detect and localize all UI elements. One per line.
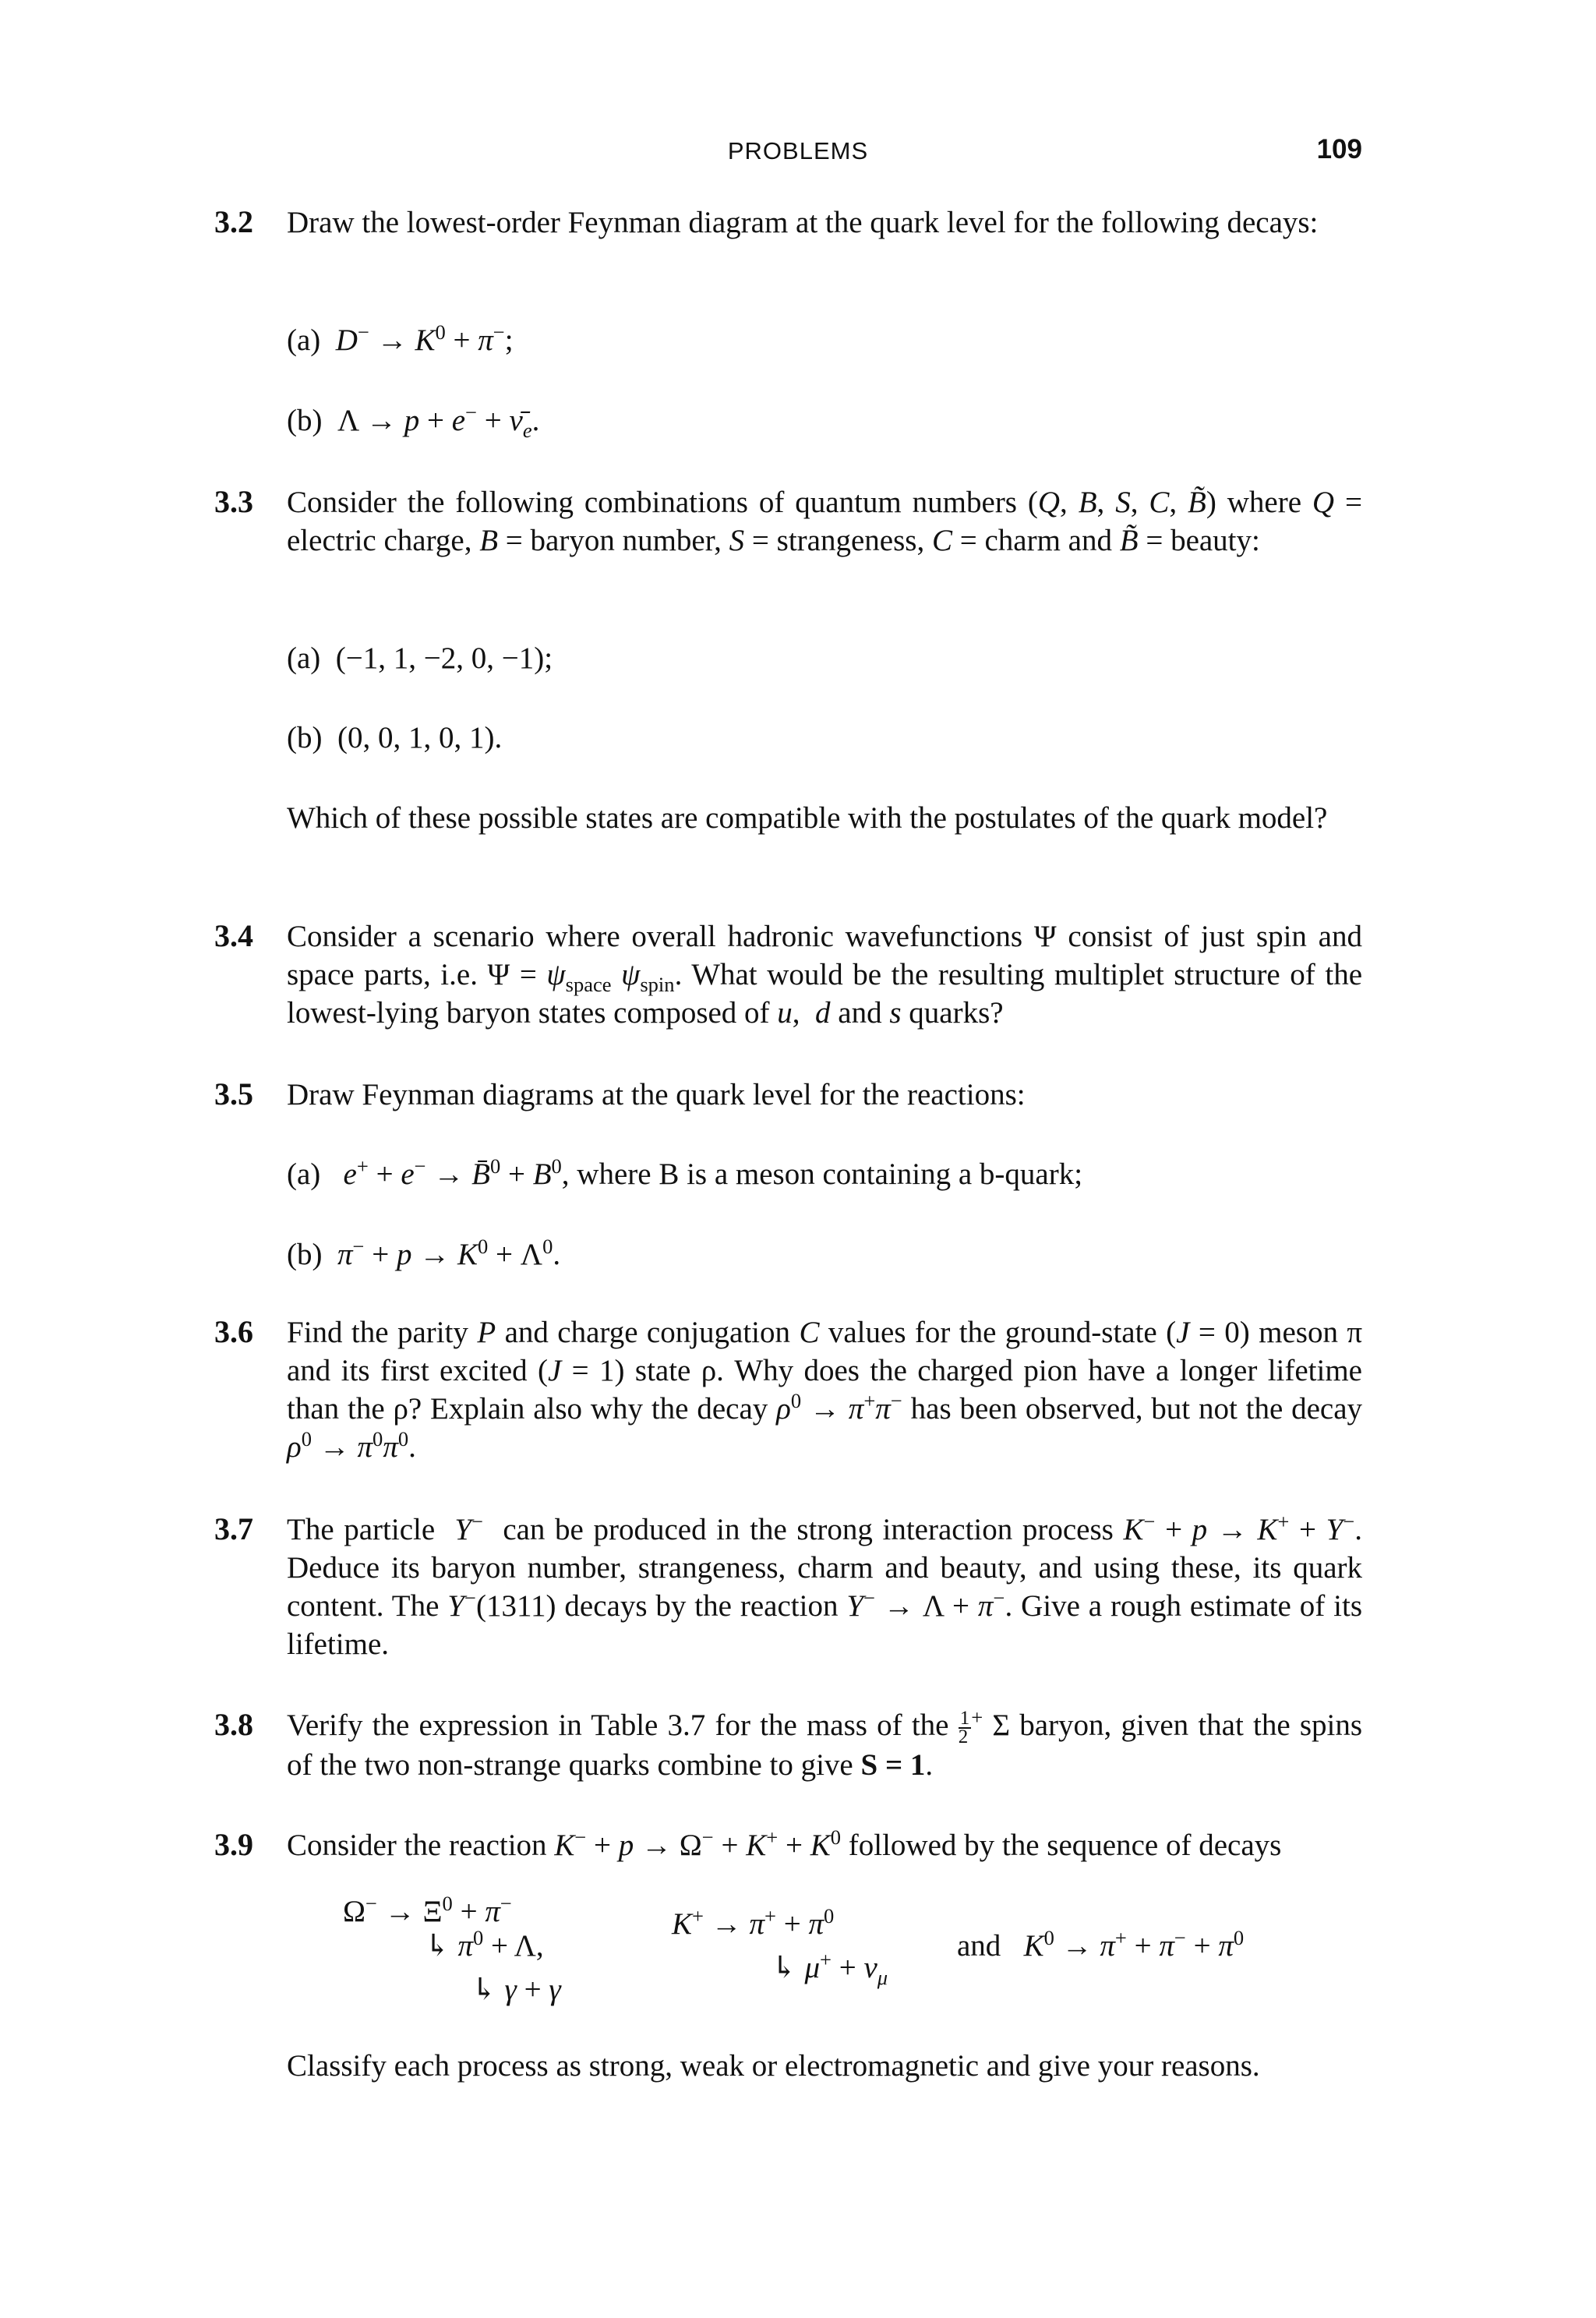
- problem-3-5-text: Draw Feynman diagrams at the quark level for the reactions:: [287, 1078, 1026, 1111]
- part-label: (a): [287, 641, 321, 675]
- problem-number-3-7: 3.7: [214, 1511, 253, 1546]
- problem-3-7-text: The particle Y− can be produced in the strong interaction process K− + p → K+ + Y−. Deduce its baryon number, strangeness, charm and beauty, and using these, its quark content. The Y−(1311) decays by the reaction Y− → Λ + π−. Give a rough estimate of its lifetime.: [287, 1510, 1363, 1661]
- quantum-numbers-b: (0, 0, 1, 0, 1).: [337, 721, 503, 754]
- problem-3-3-part-a: [287, 639, 553, 677]
- problem-3-2-part-b: (b) $\Lambda \to p + e^- + \nū_e$.: [287, 401, 540, 442]
- problem-number-3-8: 3.8: [214, 1707, 253, 1742]
- spin-total: S = 1: [860, 1748, 926, 1783]
- problem-number-3-2: 3.2: [214, 204, 253, 239]
- problem-3-3-text: Consider the following combinations of quantum numbers (Q, B, S, C, B̃) where Q = electric charge, B = baryon number, S = strangeness, C = charm and B̃ = beauty:: [287, 486, 1362, 557]
- branch-arrow-icon: ↳: [772, 1951, 797, 1984]
- running-header-title: PROBLEMS: [727, 137, 869, 164]
- problem-3-9-text: Consider the reaction $K^- + p \to \Omega^- + K^+ + K^0$ followed by the sequence of decays: [287, 1825, 1282, 1862]
- problem-number-3-9: 3.9: [214, 1827, 253, 1862]
- problem-3-6-text: Find the parity P and charge conjugation C values for the ground-state (J = 0) meson π and its first excited (J = 1) state ρ. Why does the charged pion have a longer lifetime than the ρ? Explain also why the decay $\rho^0 \to \pi^+\pi^-$ has been observed, but not the decay $\rho^0 \to \pi^0\pi^0$.: [287, 1316, 1363, 1464]
- part-label: (b): [287, 1238, 323, 1271]
- part-label: (a): [287, 1157, 321, 1191]
- kplus-decay-line2: ↳ $\mu^+ + \nu_\mu$: [772, 1948, 888, 1989]
- problem-number-3-3: 3.3: [214, 484, 253, 519]
- problem-3-2-part-a: (a) $D^- \to K^0 + \pi^-$;: [287, 320, 514, 357]
- problem-number-3-5: 3.5: [214, 1076, 253, 1111]
- omega-decay-line2: ↳ $\pi^0 + \Lambda$,: [425, 1926, 544, 1963]
- problem-3-3-question: Which of these possible states are compatible with the postulates of the quark model?: [287, 801, 1328, 835]
- problem-number-3-6: 3.6: [214, 1314, 253, 1349]
- omega-decay-line3: ↳ γ + γ: [471, 1973, 561, 2006]
- problem-3-2-text: Draw the lowest-order Feynman diagram at the quark level for the following decays:: [287, 206, 1319, 239]
- omega-decay-line1: $\Omega^- \to \Xi^0 + \pi^-$: [343, 1892, 512, 1928]
- problem-3-8-text: Verify the expression in Table 3.7 for the mass of the $\frac{1}{2}$ + Σ baryon, given that the spins of the two non-strange quarks combine to give S = 1.: [287, 1705, 1363, 1783]
- kplus-decay-line1: $K^+ \to \pi^+ + \pi^0$: [672, 1904, 835, 1941]
- problem-3-4-text: Consider a scenario where overall hadronic wavefunctions Ψ consist of just spin and space parts, i.e. $\Psi = \psi_{space}$ $\psi_{spin}$. What would be the resulting multiplet structure of the lowest-lying baryon states composed of u, d and s quarks?: [287, 920, 1363, 1030]
- part-label: (a): [287, 323, 321, 357]
- problem-number-3-4: 3.4: [214, 918, 253, 953]
- problem-3-5-part-b: (b) $\pi^- + p \to K^0 + \Lambda^0$.: [287, 1235, 561, 1271]
- problem-3-9-closing: Classify each process as strong, weak or electromagnetic and give your reasons.: [287, 2049, 1260, 2083]
- part-label: (b): [287, 721, 323, 754]
- k0-decay: and $K^0 \to \pi^+ + \pi^- + \pi^0$: [957, 1926, 1245, 1963]
- branch-arrow-icon: ↳: [425, 1929, 450, 1963]
- problem-3-5-part-a: (a) e+ + e− → B̄$^0$ + $B^0$, where B is a meson containing a b-quark;: [287, 1154, 1083, 1191]
- page-number: 109: [1316, 134, 1362, 164]
- part-label: (b): [287, 404, 323, 437]
- branch-arrow-icon: ↳: [471, 1973, 497, 2006]
- problem-3-3-part-b: [287, 719, 502, 757]
- quantum-numbers-a: (−1, 1, −2, 0, −1);: [335, 641, 553, 675]
